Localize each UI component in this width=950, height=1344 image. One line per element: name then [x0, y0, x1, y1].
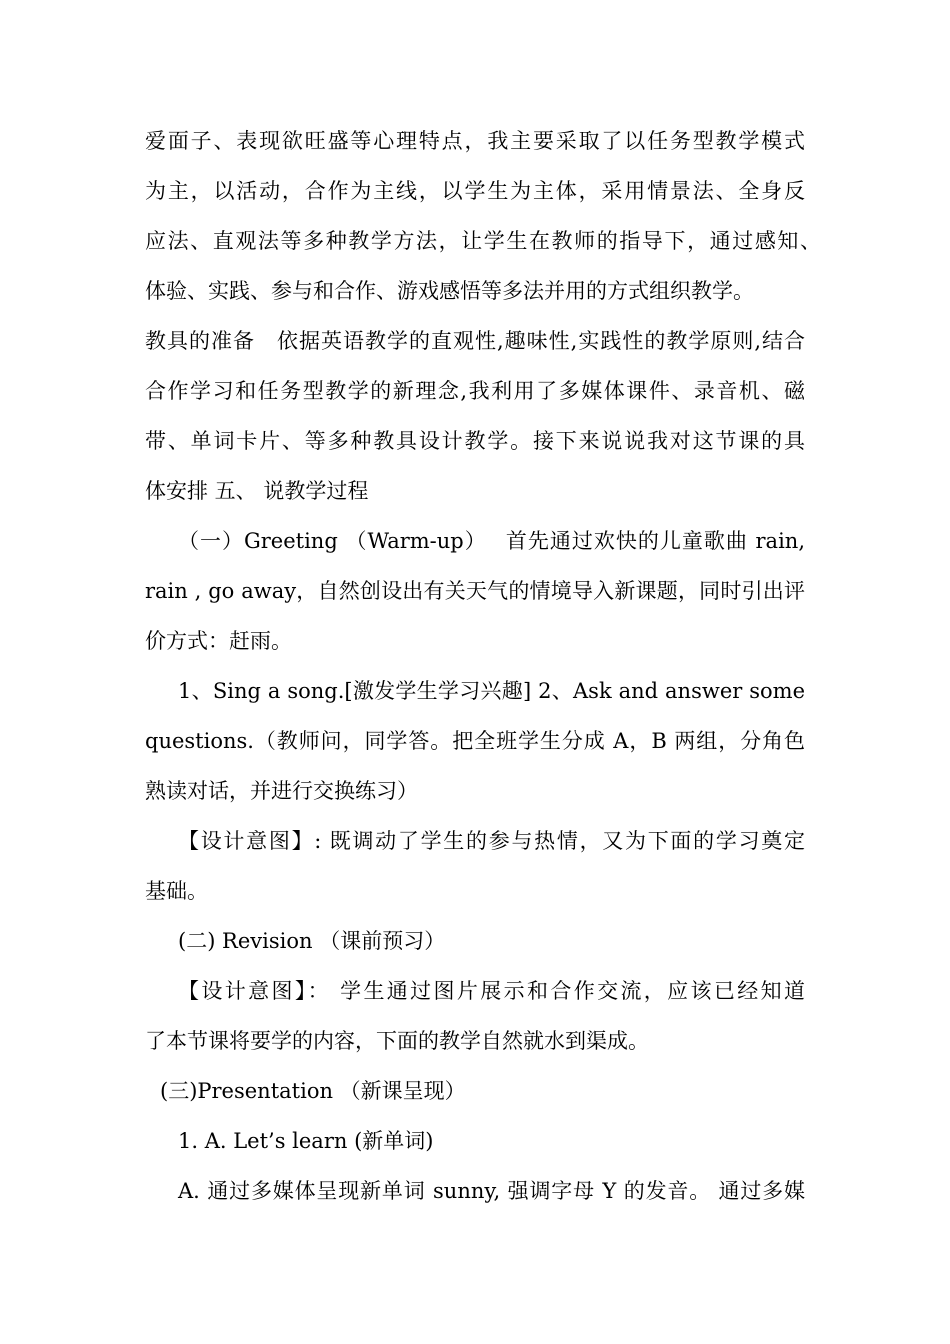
paragraph-line: 基础。 [145, 879, 208, 903]
section-heading: 体安排 五、 说教学过程 [145, 479, 369, 503]
design-intent-line: 【设计意图】: 既调动了学生的参与热情，又为下面的学习奠定 [178, 829, 805, 853]
paragraph-line: 价方式：赶雨。 [145, 629, 292, 653]
paragraph-line: 合作学习和任务型教学的新理念,我利用了多媒体课件、录音机、磁 [145, 379, 805, 403]
paragraph-line: 爱面子、表现欲旺盛等心理特点，我主要采取了以任务型教学模式 [145, 129, 805, 153]
paragraph-line: （一）Greeting （Warm-up） 首先通过欢快的儿童歌曲 rain, [178, 529, 805, 553]
subsection-heading: 1. A. Let’s learn (新单词) [178, 1129, 434, 1153]
paragraph-line: 教具的准备 依据英语教学的直观性,趣味性,实践性的教学原则,结合 [145, 329, 805, 353]
design-intent-line: 【设计意图】： 学生通过图片展示和合作交流，应该已经知道 [178, 979, 805, 1003]
paragraph-line: 熟读对话，并进行交换练习） [145, 779, 418, 803]
paragraph-line: 为主，以活动，合作为主线，以学生为主体，采用情景法、全身反 [145, 179, 805, 203]
paragraph-line: 带、单词卡片、等多种教具设计教学。接下来说说我对这节课的具 [145, 429, 805, 453]
section-heading: (二) Revision （课前预习） [178, 929, 446, 953]
paragraph-line: 1、Sing a song.[激发学生学习兴趣] 2、Ask and answer some [178, 679, 805, 703]
paragraph-line: rain , go away，自然创设出有关天气的情境导入新课题，同时引出评 [145, 579, 805, 603]
section-heading: (三)Presentation （新课呈现） [160, 1079, 466, 1103]
paragraph-line: 体验、实践、参与和合作、游戏感悟等多法并用的方式组织教学。 [145, 279, 754, 303]
paragraph-line: 了本节课将要学的内容，下面的教学自然就水到渠成。 [145, 1029, 649, 1053]
paragraph-line: questions.（教师问，同学答。把全班学生分成 A，B 两组，分角色 [145, 729, 805, 753]
paragraph-line: A. 通过多媒体呈现新单词 sunny, 强调字母 Y 的发音。 通过多媒 [178, 1179, 805, 1203]
paragraph-line: 应法、直观法等多种教学方法，让学生在教师的指导下，通过感知、 [145, 229, 821, 253]
